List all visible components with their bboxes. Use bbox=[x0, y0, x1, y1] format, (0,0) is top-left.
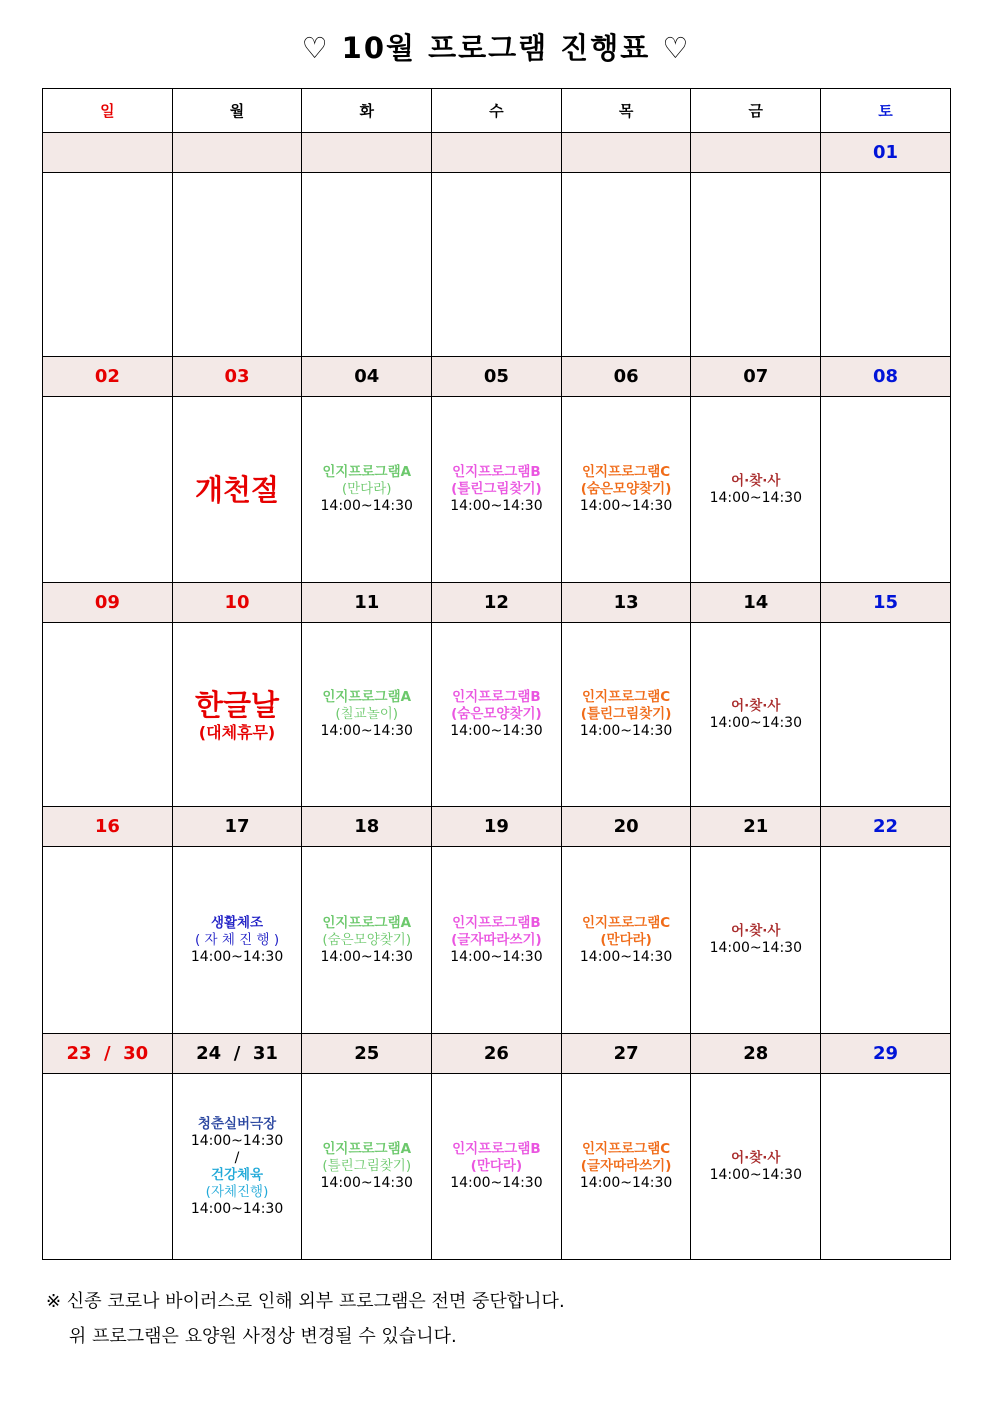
program-detail: (자체진행) bbox=[205, 1183, 269, 1200]
event-cell bbox=[302, 847, 432, 1034]
date-cell: 10 bbox=[172, 583, 302, 623]
date-cell: 17 bbox=[172, 807, 302, 847]
date-cell bbox=[43, 133, 173, 173]
program-time: 14:00~14:30 bbox=[320, 723, 413, 739]
program-time: 14:00~14:30 bbox=[579, 723, 673, 739]
weekday-wed: 수 bbox=[432, 89, 562, 133]
date-cell: 04 bbox=[302, 357, 432, 397]
program-time: 14:00~14:30 bbox=[579, 948, 673, 965]
event-cell bbox=[561, 847, 691, 1034]
program-name: 인지프로그램A bbox=[322, 464, 412, 480]
notice-line-1: ※ 신종 코로나 바이러스로 인해 외부 프로그램은 전면 중단합니다. bbox=[46, 1291, 565, 1312]
notice-line-2: 위 프로그램은 요양원 사정상 변경될 수 있습니다. bbox=[46, 1326, 457, 1347]
event-row-week-3 bbox=[43, 847, 951, 1034]
program-time: 14:00~14:30 bbox=[450, 1175, 543, 1191]
event-cell bbox=[172, 847, 302, 1034]
date-cell: 08 bbox=[821, 357, 951, 397]
program-time: 14:00~14:30 bbox=[450, 948, 543, 965]
program-time: 14:00~14:30 bbox=[709, 940, 802, 956]
program-detail: (숨은모양찾기) bbox=[451, 706, 542, 722]
event-cell bbox=[561, 623, 691, 807]
program-time: 14:00~14:30 bbox=[190, 1132, 284, 1149]
program-time: 14:00~14:30 bbox=[190, 1200, 284, 1217]
event-cell bbox=[43, 847, 173, 1034]
date-cell bbox=[302, 133, 432, 173]
program-time: 14:00~14:30 bbox=[320, 1175, 413, 1191]
event-cell bbox=[821, 623, 951, 807]
program-name: 인지프로그램B bbox=[452, 689, 541, 705]
event-cell bbox=[43, 173, 173, 357]
event-cell bbox=[43, 397, 173, 583]
holiday-name: 한글날 bbox=[195, 687, 280, 722]
program-detail: (숨은모양찾기) bbox=[580, 481, 672, 497]
calendar-table bbox=[42, 88, 951, 1260]
event-cell bbox=[302, 1074, 432, 1260]
event-cell bbox=[432, 1074, 562, 1260]
date-cell: 22 bbox=[821, 807, 951, 847]
program-detail: (만다라) bbox=[470, 1158, 523, 1174]
program-name: 건강체육 bbox=[210, 1166, 264, 1183]
event-cell bbox=[691, 847, 821, 1034]
event-cell bbox=[172, 623, 302, 807]
weekday-tue: 화 bbox=[302, 89, 432, 133]
date-cell: 14 bbox=[691, 583, 821, 623]
event-cell bbox=[432, 847, 562, 1034]
date-cell: 09 bbox=[43, 583, 173, 623]
program-detail: (틀린그림찾기) bbox=[580, 706, 672, 722]
program-detail: (만다라) bbox=[600, 931, 652, 948]
event-cell bbox=[561, 1074, 691, 1260]
date-cell: 07 bbox=[691, 357, 821, 397]
date-cell: 23 / 30 bbox=[43, 1034, 173, 1074]
date-cell: 27 bbox=[561, 1034, 691, 1074]
program-time: 14:00~14:30 bbox=[579, 498, 673, 514]
date-cell bbox=[432, 133, 562, 173]
program-time: 14:00~14:30 bbox=[709, 489, 802, 506]
program-name: 생활체조 bbox=[210, 914, 264, 931]
date-cell: 18 bbox=[302, 807, 432, 847]
event-cell bbox=[821, 1074, 951, 1260]
date-cell: 11 bbox=[302, 583, 432, 623]
event-cell bbox=[561, 397, 691, 583]
date-row-week-3 bbox=[43, 807, 951, 847]
date-cell bbox=[691, 133, 821, 173]
program-time: 14:00~14:30 bbox=[320, 948, 413, 965]
event-cell bbox=[432, 173, 562, 357]
event-row-week-4 bbox=[43, 1074, 951, 1260]
program-time: 14:00~14:30 bbox=[450, 498, 543, 514]
program-time: 14:00~14:30 bbox=[709, 714, 802, 731]
program-detail: (만다라) bbox=[341, 481, 392, 497]
weekday-header-row bbox=[43, 89, 951, 133]
program-detail: (숨은모양찾기) bbox=[322, 931, 412, 948]
program-name: 인지프로그램B bbox=[452, 914, 541, 931]
program-name: 어·찾·사 bbox=[731, 1149, 781, 1166]
holiday-note: (대체휴무) bbox=[198, 722, 276, 742]
date-cell: 15 bbox=[821, 583, 951, 623]
event-row-week-1 bbox=[43, 397, 951, 583]
program-name: 어·찾·사 bbox=[731, 697, 781, 714]
date-cell: 16 bbox=[43, 807, 173, 847]
weekday-mon: 월 bbox=[172, 89, 302, 133]
date-cell: 19 bbox=[432, 807, 562, 847]
program-name: 인지프로그램C bbox=[582, 464, 671, 480]
date-cell: 12 bbox=[432, 583, 562, 623]
date-row-week-4 bbox=[43, 1034, 951, 1074]
program-name: 어·찾·사 bbox=[731, 923, 781, 939]
program-time: 14:00~14:30 bbox=[320, 498, 413, 514]
event-cell bbox=[432, 397, 562, 583]
event-cell bbox=[821, 847, 951, 1034]
date-cell: 05 bbox=[432, 357, 562, 397]
program-name: 인지프로그램B bbox=[452, 464, 541, 480]
program-name: 인지프로그램B bbox=[452, 1141, 541, 1157]
event-cell bbox=[821, 397, 951, 583]
date-cell: 29 bbox=[821, 1034, 951, 1074]
program-detail: (틀린그림찾기) bbox=[451, 481, 542, 497]
event-cell bbox=[691, 1074, 821, 1260]
program-name: 인지프로그램A bbox=[322, 689, 412, 705]
date-cell bbox=[561, 133, 691, 173]
event-cell bbox=[43, 623, 173, 807]
program-name: 청춘실버극장 bbox=[197, 1115, 277, 1132]
event-cell bbox=[172, 1074, 302, 1260]
date-cell: 20 bbox=[561, 807, 691, 847]
event-cell bbox=[302, 397, 432, 583]
event-cell bbox=[172, 397, 302, 583]
event-cell bbox=[691, 397, 821, 583]
event-cell bbox=[691, 623, 821, 807]
date-cell: 28 bbox=[691, 1034, 821, 1074]
program-name: 어·찾·사 bbox=[731, 472, 781, 489]
weekday-thu: 목 bbox=[561, 89, 691, 133]
date-cell: 25 bbox=[302, 1034, 432, 1074]
event-cell bbox=[43, 1074, 173, 1260]
program-name: 인지프로그램A bbox=[322, 914, 412, 931]
weekday-sun: 일 bbox=[43, 89, 173, 133]
date-cell: 13 bbox=[561, 583, 691, 623]
program-time: 14:00~14:30 bbox=[709, 1166, 802, 1183]
event-row-week-2 bbox=[43, 623, 951, 807]
date-cell: 01 bbox=[821, 133, 951, 173]
program-time: 14:00~14:30 bbox=[190, 948, 284, 965]
event-cell bbox=[691, 173, 821, 357]
weekday-sat: 토 bbox=[821, 89, 951, 133]
date-row-week-1 bbox=[43, 357, 951, 397]
holiday-name: 개천절 bbox=[195, 472, 280, 507]
event-cell bbox=[821, 173, 951, 357]
event-cell bbox=[432, 623, 562, 807]
page-title: ♡ 10월 프로그램 진행표 ♡ bbox=[301, 31, 691, 65]
program-detail: ( 자 체 진 행 ) bbox=[194, 931, 280, 948]
program-separator: / bbox=[234, 1149, 240, 1166]
program-detail: (틀린그림찾기) bbox=[322, 1158, 412, 1174]
program-name: 인지프로그램A bbox=[322, 1141, 412, 1157]
event-cell bbox=[561, 173, 691, 357]
event-cell bbox=[302, 623, 432, 807]
date-row-week-2 bbox=[43, 583, 951, 623]
weekday-fri: 금 bbox=[691, 89, 821, 133]
date-cell bbox=[172, 133, 302, 173]
date-cell: 21 bbox=[691, 807, 821, 847]
program-name: 인지프로그램C bbox=[582, 914, 671, 931]
program-name: 인지프로그램C bbox=[582, 689, 671, 705]
event-cell bbox=[172, 173, 302, 357]
event-cell bbox=[302, 173, 432, 357]
program-detail: (글자따라쓰기) bbox=[580, 1158, 672, 1174]
program-detail: (칠교놀이) bbox=[335, 706, 399, 722]
program-time: 14:00~14:30 bbox=[450, 723, 543, 739]
date-cell: 03 bbox=[172, 357, 302, 397]
date-row-week-0 bbox=[43, 133, 951, 173]
program-time: 14:00~14:30 bbox=[579, 1175, 673, 1191]
date-cell: 02 bbox=[43, 357, 173, 397]
date-cell: 06 bbox=[561, 357, 691, 397]
date-cell: 26 bbox=[432, 1034, 562, 1074]
event-row-week-0 bbox=[43, 173, 951, 357]
program-detail: (글자따라쓰기) bbox=[451, 931, 542, 948]
date-cell: 24 / 31 bbox=[172, 1034, 302, 1074]
program-name: 인지프로그램C bbox=[582, 1141, 671, 1157]
